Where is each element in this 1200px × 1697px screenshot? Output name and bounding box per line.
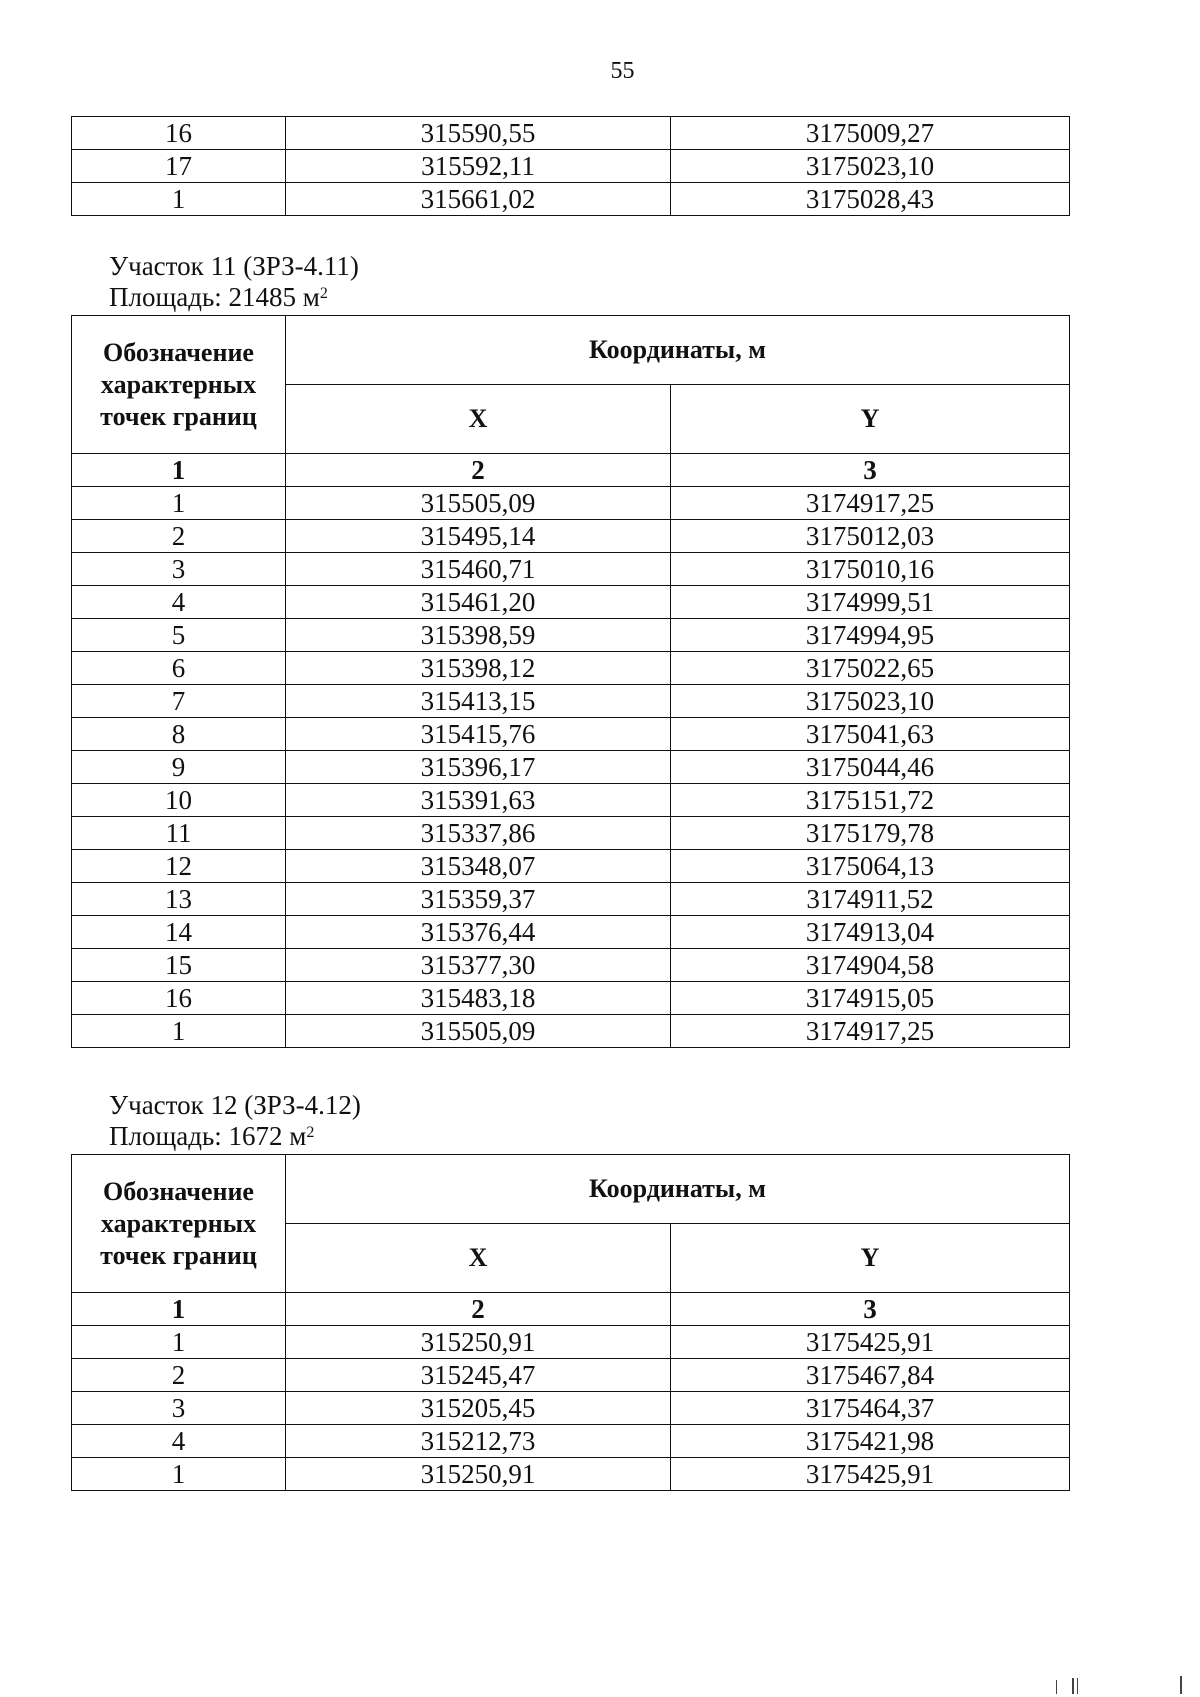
coordinate-y: 3174911,52 (671, 883, 1070, 916)
coordinate-x: 315212,73 (286, 1425, 671, 1458)
table-row (72, 487, 1070, 520)
coordinate-x: 315337,86 (286, 817, 671, 850)
page-number: 55 (610, 58, 635, 84)
coordinate-y: 3175028,43 (671, 183, 1070, 216)
coordinate-y: 3175010,16 (671, 553, 1070, 586)
coordinate-x: 315205,45 (286, 1392, 671, 1425)
coordinate-x: 315391,63 (286, 784, 671, 817)
coordinate-x: 315348,07 (286, 850, 671, 883)
point-number: 1 (72, 1458, 286, 1491)
coordinate-x: 315376,44 (286, 916, 671, 949)
coordinate-x: 315590,55 (286, 117, 671, 150)
coordinate-y: 3175064,13 (671, 850, 1070, 883)
coordinate-y: 3174917,25 (671, 487, 1070, 520)
coordinate-y: 3174917,25 (671, 1015, 1070, 1048)
point-number: 1 (72, 183, 286, 216)
continuation-table (71, 116, 1070, 216)
column-number-3: 3 (671, 1293, 1070, 1326)
table-row (72, 652, 1070, 685)
point-number: 8 (72, 718, 286, 751)
coordinate-x: 315415,76 (286, 718, 671, 751)
table-row (72, 1392, 1070, 1425)
point-number: 5 (72, 619, 286, 652)
column-number-1: 1 (72, 1293, 286, 1326)
table-row (72, 150, 1070, 183)
column-number-2: 2 (286, 1293, 671, 1326)
table-row (72, 117, 1070, 150)
coordinate-y: 3175467,84 (671, 1359, 1070, 1392)
point-number: 2 (72, 520, 286, 553)
coordinate-y: 3175023,10 (671, 150, 1070, 183)
coordinate-y: 3175179,78 (671, 817, 1070, 850)
header-y: Y (671, 385, 1070, 454)
table-row (72, 1015, 1070, 1048)
coordinate-x: 315359,37 (286, 883, 671, 916)
coordinate-y: 3175151,72 (671, 784, 1070, 817)
coordinate-y: 3174904,58 (671, 949, 1070, 982)
scan-artifact-mark (1077, 1678, 1078, 1694)
point-number: 1 (72, 487, 286, 520)
point-number: 3 (72, 553, 286, 586)
header-coordinates: Координаты, м (286, 1155, 1070, 1224)
coordinate-y: 3175425,91 (671, 1458, 1070, 1491)
parcel-11-title: Участок 11 (ЗРЗ-4.11) (109, 251, 359, 281)
coordinate-y: 3174915,05 (671, 982, 1070, 1015)
coordinate-x: 315461,20 (286, 586, 671, 619)
header-x: X (286, 1224, 671, 1293)
column-number-3: 3 (671, 454, 1070, 487)
parcel-11-coordinates-table (71, 315, 1070, 1048)
scan-artifact-mark (1056, 1680, 1057, 1694)
coordinate-x: 315460,71 (286, 553, 671, 586)
point-number: 2 (72, 1359, 286, 1392)
parcel-11-caption (109, 251, 359, 313)
coordinate-x: 315398,12 (286, 652, 671, 685)
table-row (72, 685, 1070, 718)
continuation-table-body (72, 117, 1070, 216)
table-row (72, 619, 1070, 652)
coordinate-y: 3174999,51 (671, 586, 1070, 619)
coordinate-x: 315413,15 (286, 685, 671, 718)
coordinate-y: 3175012,03 (671, 520, 1070, 553)
coordinate-x: 315377,30 (286, 949, 671, 982)
coordinate-x: 315396,17 (286, 751, 671, 784)
point-number: 12 (72, 850, 286, 883)
coordinate-x: 315250,91 (286, 1458, 671, 1491)
parcel-12-table-body (72, 1326, 1070, 1491)
table-row (72, 1326, 1070, 1359)
parcel-12-coordinates-table (71, 1154, 1070, 1491)
area-unit-superscript: 2 (319, 285, 328, 302)
coordinate-y: 3175041,63 (671, 718, 1070, 751)
table-row (72, 1458, 1070, 1491)
coordinate-y: 3174994,95 (671, 619, 1070, 652)
point-number: 6 (72, 652, 286, 685)
coordinate-y: 3174913,04 (671, 916, 1070, 949)
table-row (72, 916, 1070, 949)
table-row (72, 982, 1070, 1015)
column-number-2: 2 (286, 454, 671, 487)
table-row (72, 751, 1070, 784)
coordinate-x: 315250,91 (286, 1326, 671, 1359)
coordinate-y: 3175009,27 (671, 117, 1070, 150)
area-unit-superscript: 2 (306, 1124, 315, 1141)
coordinate-x: 315592,11 (286, 150, 671, 183)
table-row (72, 784, 1070, 817)
parcel-11-area: Площадь: 21485 $м^2$ (109, 282, 328, 312)
table-row (72, 718, 1070, 751)
point-number: 3 (72, 1392, 286, 1425)
table-row (72, 883, 1070, 916)
point-number: 10 (72, 784, 286, 817)
table-row (72, 586, 1070, 619)
coordinate-y: 3175023,10 (671, 685, 1070, 718)
point-number: 4 (72, 1425, 286, 1458)
coordinate-y: 3175044,46 (671, 751, 1070, 784)
point-number: 1 (72, 1015, 286, 1048)
point-number: 7 (72, 685, 286, 718)
coordinate-y: 3175022,65 (671, 652, 1070, 685)
point-number: 16 (72, 982, 286, 1015)
coordinate-x: 315505,09 (286, 1015, 671, 1048)
parcel-12-caption (109, 1090, 361, 1152)
table-row (72, 183, 1070, 216)
header-point-designation: Обозначение характерных точек границ (72, 316, 286, 454)
coordinate-y: 3175421,98 (671, 1425, 1070, 1458)
scan-artifact-mark (1180, 1676, 1182, 1694)
coordinate-x: 315505,09 (286, 487, 671, 520)
point-number: 13 (72, 883, 286, 916)
point-number: 16 (72, 117, 286, 150)
point-number: 9 (72, 751, 286, 784)
header-coordinates: Координаты, м (286, 316, 1070, 385)
point-number: 17 (72, 150, 286, 183)
coordinate-x: 315245,47 (286, 1359, 671, 1392)
parcel-12-area: Площадь: 1672 $м^2$ (109, 1121, 315, 1151)
table-row (72, 553, 1070, 586)
coordinate-x: 315398,59 (286, 619, 671, 652)
table-row (72, 949, 1070, 982)
point-number: 4 (72, 586, 286, 619)
point-number: 11 (72, 817, 286, 850)
point-number: 14 (72, 916, 286, 949)
coordinate-x: 315661,02 (286, 183, 671, 216)
coordinate-y: 3175425,91 (671, 1326, 1070, 1359)
point-number: 1 (72, 1326, 286, 1359)
column-number-1: 1 (72, 454, 286, 487)
scan-artifact-mark (1072, 1678, 1074, 1694)
table-row (72, 1359, 1070, 1392)
coordinate-y: 3175464,37 (671, 1392, 1070, 1425)
coordinate-x: 315483,18 (286, 982, 671, 1015)
parcel-11-table-body (72, 487, 1070, 1048)
table-row (72, 817, 1070, 850)
table-row (72, 850, 1070, 883)
header-point-designation: Обозначение характерных точек границ (72, 1155, 286, 1293)
header-x: X (286, 385, 671, 454)
table-row (72, 520, 1070, 553)
table-row (72, 1425, 1070, 1458)
header-y: Y (671, 1224, 1070, 1293)
parcel-12-title: Участок 12 (ЗРЗ-4.12) (109, 1090, 361, 1120)
point-number: 15 (72, 949, 286, 982)
coordinate-x: 315495,14 (286, 520, 671, 553)
